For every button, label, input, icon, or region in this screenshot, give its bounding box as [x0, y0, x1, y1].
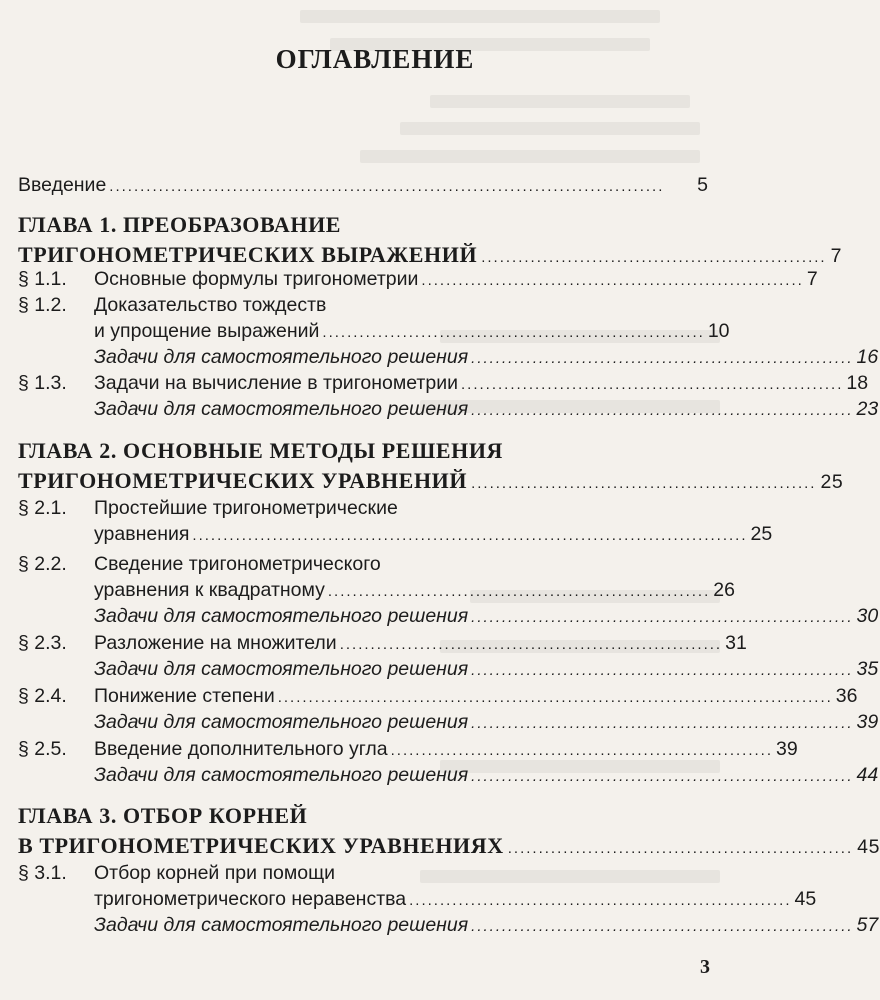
toc-page-number: 35	[856, 658, 879, 680]
section-number: § 2.4.	[18, 685, 67, 707]
toc-page-number: 36	[835, 685, 858, 707]
toc-entry-1-3[interactable]	[18, 372, 869, 400]
toc-page-number: 18	[846, 372, 869, 394]
leader-dots: ..............................................................	[461, 376, 844, 393]
toc-tasks-2-3[interactable]	[94, 658, 879, 686]
page-number: 3	[700, 956, 710, 978]
toc-entry-label: Введение дополнительного угла	[94, 738, 388, 760]
leader-dots: ..............................................................	[471, 768, 854, 785]
leader-dots: ..............................................................	[327, 583, 711, 600]
toc-entry-label: и упрощение выражений	[94, 320, 320, 342]
toc-entry-label: Задачи для самостоятельного решения	[94, 914, 469, 936]
toc-entry-label: Основные формулы тригонометрии	[94, 268, 419, 290]
section-number: § 2.2.	[18, 553, 67, 575]
toc-page-number: 5	[697, 174, 708, 196]
section-number: § 2.3.	[18, 632, 67, 654]
toc-entry-2-4[interactable]	[18, 685, 858, 713]
chapter-title-line1: ГЛАВА 2. ОСНОВНЫЕ МЕТОДЫ РЕШЕНИЯ	[18, 438, 504, 463]
toc-page-number: 45	[857, 836, 880, 858]
toc-entry-1-2-cont[interactable]	[94, 320, 730, 348]
leader-dots: ..............................................................	[471, 662, 854, 679]
leader-dots: ........................................................	[481, 249, 827, 266]
toc-entry-label: Задачи для самостоятельного решения	[94, 711, 469, 733]
toc-entry-intro[interactable]	[18, 174, 708, 202]
toc-page-number: 44	[856, 764, 879, 786]
toc-entry-label: Задачи на вычисление в тригонометрии	[94, 372, 458, 394]
toc-entry-3-1[interactable]	[18, 862, 708, 890]
page-title: ОГЛАВЛЕНИЕ	[275, 44, 475, 74]
toc-page-number: 39	[776, 738, 798, 760]
toc-tasks-1-3[interactable]	[94, 398, 879, 426]
chapter-title-line2: ТРИГОНОМЕТРИЧЕСКИХ ВЫРАЖЕНИЙ	[18, 242, 478, 267]
section-number: § 2.5.	[18, 738, 67, 760]
toc-entry-1-2[interactable]	[18, 294, 708, 322]
toc-tasks-2-4[interactable]	[94, 711, 879, 739]
toc-entry-3-1-cont[interactable]	[94, 888, 817, 916]
toc-tasks-1-2[interactable]	[94, 346, 879, 374]
toc-entry-label: Сведение тригонометрического	[94, 553, 381, 575]
toc-entry-2-1[interactable]	[18, 497, 708, 525]
toc-page-number: 31	[725, 632, 747, 654]
section-number: § 1.2.	[18, 294, 67, 316]
chapter-title-line2: В ТРИГОНОМЕТРИЧЕСКИХ УРАВНЕНИЯХ	[18, 833, 504, 858]
leader-dots: ..........................................................................................	[109, 178, 665, 195]
toc-page-number: 7	[806, 268, 818, 290]
leader-dots: ..............................................................	[409, 892, 792, 909]
toc-chapter-2[interactable]	[18, 438, 844, 498]
toc-tasks-2-2[interactable]	[94, 605, 879, 633]
leader-dots: ..............................................................	[471, 402, 854, 419]
toc-page-number: 7	[830, 245, 843, 267]
toc-entry-2-2-cont[interactable]	[94, 579, 735, 607]
toc-page-number: 10	[707, 320, 730, 342]
toc-entry-label: Задачи для самостоятельного решения	[94, 658, 469, 680]
toc-entry-2-1-cont[interactable]	[94, 523, 773, 551]
toc-page-number: 25	[750, 523, 773, 545]
leader-dots: ..............................................................	[471, 715, 854, 732]
toc-entry-label: Задачи для самостоятельного решения	[94, 346, 469, 368]
toc-chapter-1[interactable]	[18, 212, 843, 272]
leader-dots: ..............................................................	[322, 324, 705, 341]
toc-entry-label: Задачи для самостоятельного решения	[94, 764, 469, 786]
toc-entry-label: уравнения к квадратному	[94, 579, 325, 601]
toc-page-number: 57	[856, 914, 879, 936]
leader-dots: ..............................................................	[471, 918, 854, 935]
toc-tasks-2-5[interactable]	[94, 764, 879, 792]
toc-page-number: 30	[856, 605, 879, 627]
leader-dots: ........................................................	[507, 840, 854, 857]
toc-page-number: 23	[856, 398, 879, 420]
toc-entry-2-2[interactable]	[18, 553, 708, 581]
toc-entry-1-1[interactable]	[18, 268, 818, 296]
chapter-title-line1: ГЛАВА 1. ПРЕОБРАЗОВАНИЕ	[18, 212, 342, 237]
toc-entry-2-5[interactable]	[18, 738, 798, 766]
toc-entry-label: Простейшие тригонометрические	[94, 497, 398, 519]
chapter-title-line2: ТРИГОНОМЕТРИЧЕСКИХ УРАВНЕНИЙ	[18, 468, 468, 493]
toc-entry-label: Разложение на множители	[94, 632, 337, 654]
toc-tasks-3-1[interactable]	[94, 914, 879, 942]
toc-entry-label: Доказательство тождеств	[94, 294, 327, 316]
leader-dots: ..............................................................	[421, 272, 804, 289]
toc-page-number: 16	[856, 346, 879, 368]
leader-dots: ..........................................................................................	[192, 527, 748, 544]
toc-page-number: 25	[820, 471, 844, 493]
toc-entry-label: Введение	[18, 174, 107, 196]
toc-entry-label: Задачи для самостоятельного решения	[94, 605, 469, 627]
toc-page-number: 45	[794, 888, 817, 910]
leader-dots: ..........................................................................................	[277, 689, 833, 706]
section-number: § 1.1.	[18, 268, 67, 290]
toc-page-number: 39	[856, 711, 879, 733]
leader-dots: ..............................................................	[339, 636, 723, 653]
toc-entry-label: Отбор корней при помощи	[94, 862, 336, 884]
toc-entry-label: Понижение степени	[94, 685, 275, 707]
leader-dots: ..............................................................	[471, 609, 854, 626]
toc-entry-2-3[interactable]	[18, 632, 747, 660]
leader-dots: ........................................................	[471, 475, 817, 492]
section-number: § 2.1.	[18, 497, 67, 519]
chapter-title-line1: ГЛАВА 3. ОТБОР КОРНЕЙ	[18, 803, 308, 828]
toc-entry-label: уравнения	[94, 523, 190, 545]
toc-page-number: 26	[713, 579, 735, 601]
section-number: § 3.1.	[18, 862, 67, 884]
toc-entry-label: Задачи для самостоятельного решения	[94, 398, 469, 420]
toc-entry-label: тригонометрического неравенства	[94, 888, 407, 910]
toc-chapter-3[interactable]	[18, 803, 880, 863]
section-number: § 1.3.	[18, 372, 67, 394]
leader-dots: ..............................................................	[390, 742, 774, 759]
leader-dots: ..............................................................	[471, 350, 854, 367]
